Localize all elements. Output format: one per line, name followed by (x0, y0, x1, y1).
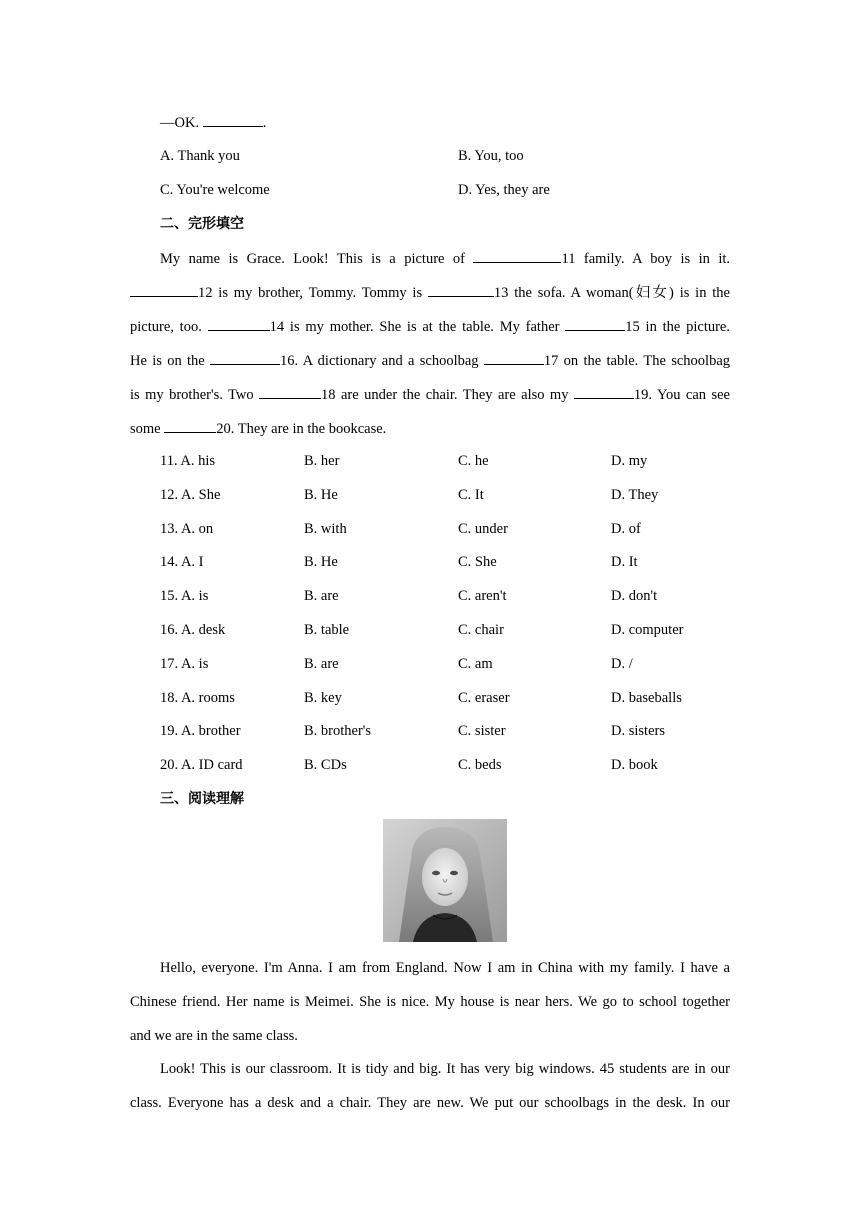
option-a: A. Thank you (160, 148, 240, 164)
option-b: B. table (304, 622, 350, 638)
option-d: D. computer (611, 622, 684, 638)
option-b: B. are (304, 655, 339, 672)
option-b: B. You, too (458, 148, 524, 164)
reading-line: Hello, everyone. I'm Anna. I am from England. Now I am in China with my family. I have a (160, 960, 730, 976)
reading-line: and we are in the same class. (130, 1028, 298, 1044)
girl-portrait-photo (383, 819, 507, 942)
answer-blank (428, 282, 494, 297)
section-heading-cloze: 二、完形填空 (160, 216, 244, 232)
option-d: D. sisters (611, 723, 665, 740)
option-c: C. It (458, 486, 484, 503)
option-a: 16. A. desk (160, 622, 226, 638)
option-c: C. under (458, 520, 508, 537)
answer-blank (565, 316, 625, 331)
q10-reply: —OK. . (130, 112, 730, 133)
passage-line: 12 is my brother, Tommy. Tommy is 13 the sofa. A woman(妇女) is in the (130, 282, 730, 303)
option-a: 18. A. rooms (160, 689, 235, 706)
option-b: B. He (304, 486, 338, 503)
option-b: B. brother's (304, 723, 372, 740)
answer-blank (203, 112, 263, 127)
option-a: 15. A. is (160, 588, 209, 605)
option-c: C. beds (458, 757, 502, 774)
option-d: D. Yes, they are (458, 182, 550, 198)
option-c: C. aren't (458, 588, 507, 605)
passage-line: He is on the 16. A dictionary and a schoolbag 17 on the table. The schoolbag (130, 350, 730, 371)
passage-line: is my brother's. Two 18 are under the chair. They are also my 19. You can see (130, 384, 730, 405)
answer-blank (210, 350, 280, 365)
answer-blank (484, 350, 544, 365)
option-b: B. He (304, 554, 338, 571)
option-a: 20. A. ID card (160, 757, 243, 774)
answer-blank (473, 248, 561, 263)
option-a: 13. A. on (160, 520, 214, 537)
reading-line: Look! This is our classroom. It is tidy and big. It has very big windows. 45 students are in our (160, 1061, 730, 1077)
option-c: C. sister (458, 723, 506, 740)
passage-line: picture, too. 14 is my mother. She is at the table. My father 15 in the picture. (130, 316, 730, 337)
answer-blank (164, 418, 216, 433)
answer-blank (574, 384, 634, 399)
reading-line: class. Everyone has a desk and a chair. They are new. We put our schoolbags in the desk. In our (130, 1095, 730, 1111)
option-a: 17. A. is (160, 655, 209, 672)
option-b: B. with (304, 520, 347, 537)
option-d: D. baseballs (611, 689, 682, 706)
option-d: D. They (611, 486, 659, 503)
option-a: 11. A. his (160, 453, 216, 469)
option-c: C. he (458, 453, 489, 469)
option-b: B. are (304, 588, 339, 605)
option-b: B. key (304, 689, 342, 706)
reading-line: Chinese friend. Her name is Meimei. She is nice. My house is near hers. We go to school together (130, 994, 730, 1010)
answer-blank (208, 316, 270, 331)
option-a: 19. A. brother (160, 723, 241, 740)
option-d: D. / (611, 655, 633, 672)
option-c: C. You're welcome (160, 182, 270, 198)
option-b: B. CDs (304, 757, 347, 774)
option-d: D. It (611, 554, 638, 571)
passage-line: My name is Grace. Look! This is a picture of 11 family. A boy is in it. (130, 248, 730, 269)
option-a: 14. A. I (160, 554, 204, 571)
option-c: C. eraser (458, 689, 510, 706)
option-d: D. of (611, 520, 641, 537)
option-a: 12. A. She (160, 486, 221, 503)
option-b: B. her (304, 453, 340, 469)
passage-line: some 20. They are in the bookcase. (130, 418, 730, 439)
option-c: C. am (458, 655, 493, 672)
option-c: C. chair (458, 622, 504, 638)
option-d: D. book (611, 757, 658, 774)
answer-blank (130, 282, 198, 297)
option-d: D. my (611, 453, 648, 469)
option-d: D. don't (611, 588, 658, 605)
option-c: C. She (458, 554, 497, 571)
answer-blank (259, 384, 321, 399)
section-heading-reading: 三、阅读理解 (160, 791, 244, 807)
